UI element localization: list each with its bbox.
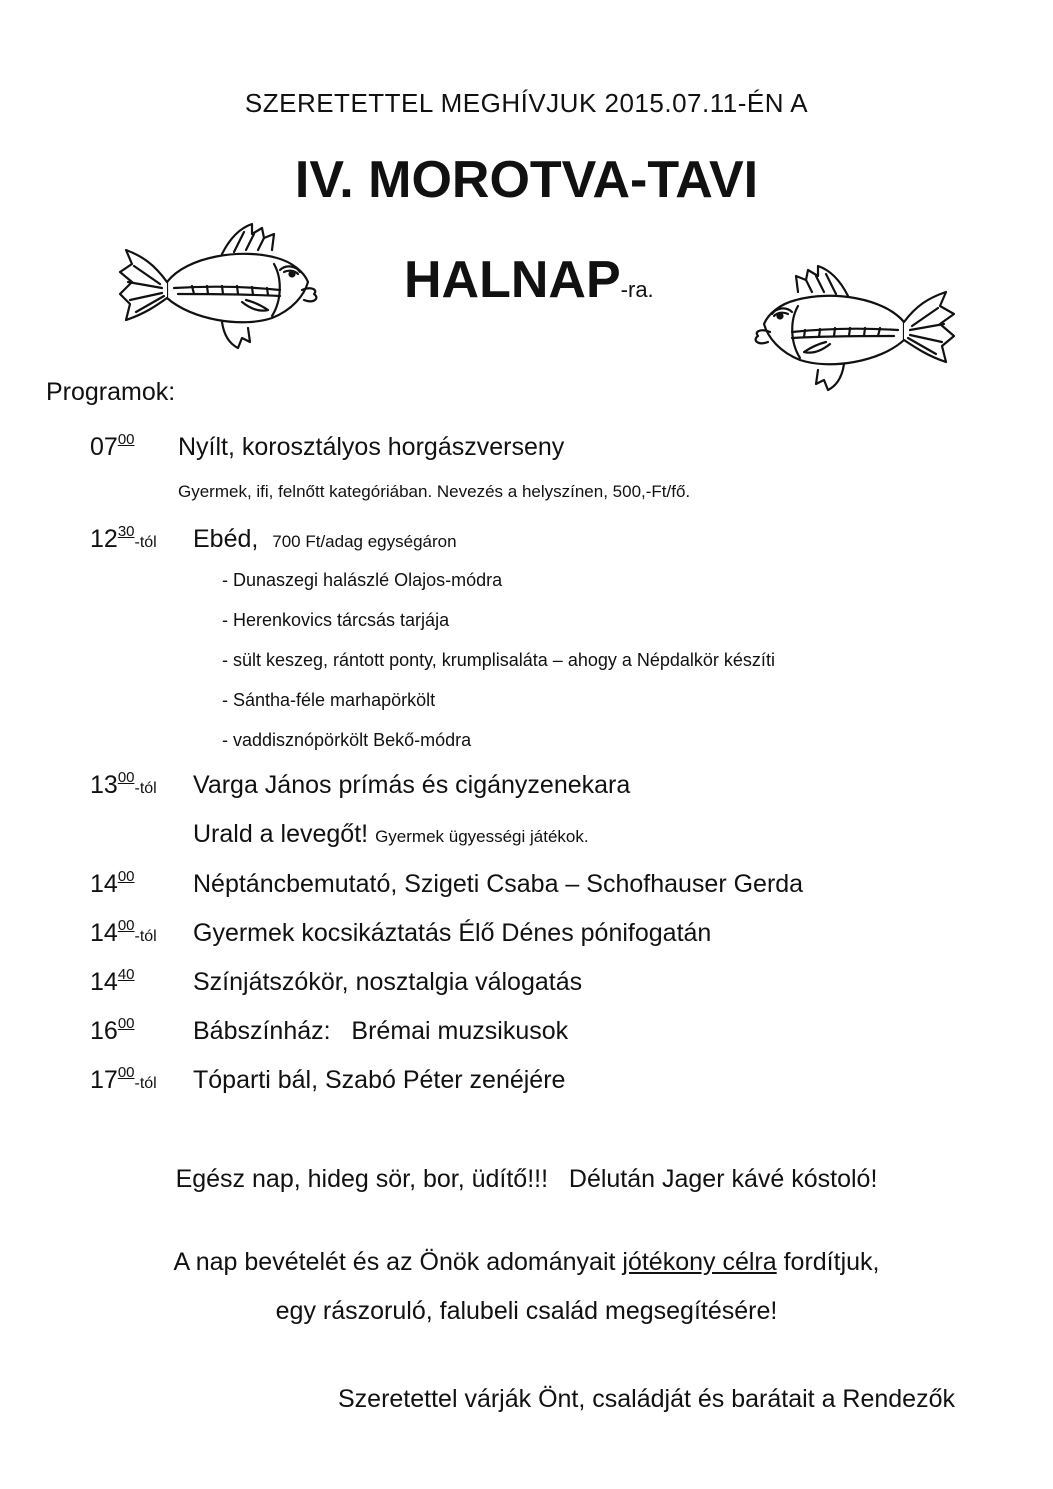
charity-text-after: fordítjuk, xyxy=(776,1248,880,1276)
charity-line-2: egy rászoruló, falubeli család megsegítésére! xyxy=(275,1297,778,1325)
lunch-price: 700 Ft/adag egységáron xyxy=(272,532,457,551)
time-label xyxy=(90,919,157,948)
menu-item: - sült keszeg, rántott ponty, krumplisaláta – ahogy a Népdalkör készíti xyxy=(222,650,775,670)
menu-item: - Herenkovics tárcsás tarjája xyxy=(222,610,450,630)
time-hour: 12 xyxy=(90,525,118,553)
menu-item: - vaddisznópörkölt Bekő-módra xyxy=(222,730,472,750)
time-label xyxy=(90,1017,135,1046)
fish-left-illustration xyxy=(112,220,322,350)
program-item-pony-ride: Gyermek kocsikáztatás Élő Dénes pónifogatán xyxy=(193,919,712,947)
invitation-intro: SZERETETTEL MEGHÍVJUK 2015.07.11-ÉN A xyxy=(244,88,809,118)
drinks-note: Egész nap, hideg sör, bor, üdítő!!! Délután Jager kávé kóstoló! xyxy=(175,1165,878,1193)
event-subtitle-main: HALNAP xyxy=(404,251,621,309)
time-label xyxy=(90,433,135,462)
programs-heading: Programok: xyxy=(46,378,176,406)
time-minute: 00 xyxy=(117,769,135,786)
event-subtitle xyxy=(404,250,654,310)
program-item-lakeside-ball: Tóparti bál, Szabó Péter zenéjére xyxy=(193,1066,566,1094)
time-hour: 13 xyxy=(90,771,118,799)
time-label xyxy=(90,771,157,800)
time-minute: 00 xyxy=(117,1064,135,1081)
charity-line-1 xyxy=(0,1248,1053,1277)
time-minute: 40 xyxy=(117,966,135,983)
charity-text-before: A nap bevételét és az Önök adományait xyxy=(173,1248,623,1276)
time-hour: 17 xyxy=(90,1066,118,1094)
time-label xyxy=(90,525,157,554)
program-item-games xyxy=(193,820,589,849)
time-label xyxy=(90,1066,157,1095)
program-item-puppet-show: Bábszínház: Brémai muzsikusok xyxy=(193,1017,569,1045)
program-item-folk-dance: Néptáncbemutató, Szigeti Csaba – Schofhauser Gerda xyxy=(193,870,804,898)
time-hour: 07 xyxy=(90,433,118,461)
lunch-label: Ebéd, xyxy=(193,525,259,553)
time-suffix: -tól xyxy=(134,780,157,797)
time-hour: 14 xyxy=(90,870,118,898)
time-suffix: -tól xyxy=(134,928,157,945)
time-suffix: -tól xyxy=(134,534,157,551)
time-minute: 30 xyxy=(117,523,135,540)
program-item-gypsy-band: Varga János prímás és cigányzenekara xyxy=(193,771,631,799)
menu-item: - Sántha-féle marhapörkölt xyxy=(222,690,436,710)
program-item-fishing-contest: Nyílt, korosztályos horgászverseny xyxy=(178,433,565,461)
event-subtitle-suffix: -ra. xyxy=(620,277,654,302)
menu-item: - Dunaszegi halászlé Olajos-módra xyxy=(222,570,503,590)
time-label xyxy=(90,870,135,899)
time-minute: 00 xyxy=(117,1015,135,1032)
fish-right-illustration xyxy=(748,260,960,392)
time-minute: 00 xyxy=(117,868,135,885)
games-note: Gyermek ügyességi játékok. xyxy=(375,827,589,846)
charity-purpose: jótékony célra xyxy=(622,1248,777,1276)
event-title: IV. MOROTVA-TAVI xyxy=(294,151,759,209)
time-suffix: -tól xyxy=(134,1075,157,1092)
games-title: Urald a levegőt! xyxy=(193,820,369,848)
time-hour: 16 xyxy=(90,1017,118,1045)
program-item-lunch xyxy=(193,525,457,554)
time-hour: 14 xyxy=(90,968,118,996)
program-item-theatre: Színjátszókör, nosztalgia válogatás xyxy=(193,968,583,996)
time-minute: 00 xyxy=(117,917,135,934)
time-minute: 00 xyxy=(117,431,135,448)
time-label xyxy=(90,968,135,997)
time-hour: 14 xyxy=(90,919,118,947)
closing-signature: Szeretettel várják Önt, családját és barátait a Rendezők xyxy=(338,1385,955,1413)
contest-note: Gyermek, ifi, felnőtt kategóriában. Nevezés a helyszínen, 500,-Ft/fő. xyxy=(178,482,691,501)
